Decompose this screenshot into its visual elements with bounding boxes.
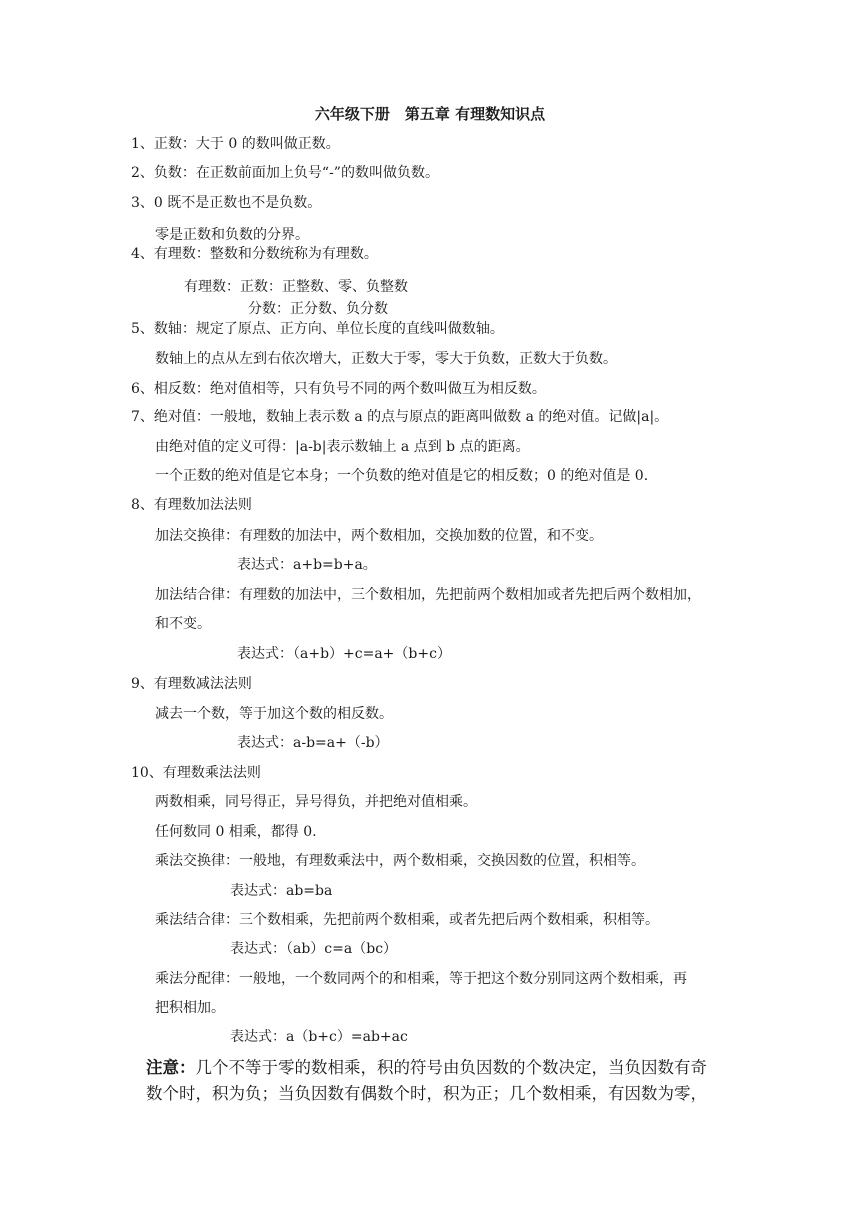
text-line: 由绝对值的定义可得：|a-b|表示数轴上 a 点到 b 点的距离。 [155,439,530,455]
text-line: 两数相乘，同号得正，异号得负，并把绝对值相乘。 [155,794,477,810]
note-label: 注意： [146,1058,196,1077]
document-title: 六年级下册 第五章 有理数知识点 [314,105,546,123]
text-line: 2、负数：在正数前面加上负号“-”的数叫做负数。 [131,165,439,181]
text-line: 表达式：（a+b）+c=a+（b+c） [237,646,451,662]
text-line: 6、相反数：绝对值相等，只有负号不同的两个数叫做互为相反数。 [131,381,546,397]
text-line: 10、有理数乘法法则 [131,765,261,781]
text-line: 表达式：ab=ba [230,883,333,899]
text-line: 零是正数和负数的分界。 [155,227,309,243]
text-line: 7、绝对值：一般地，数轴上表示数 a 的点与原点的距离叫做数 a 的绝对值。记做|a|。 [131,409,669,425]
note-text-1: 几个不等于零的数相乘，积的符号由负因数的个数决定，当负因数有奇 [195,1058,707,1077]
text-line: 加法结合律：有理数的加法中，三个数相加，先把前两个数相加或者先把后两个数相加， [155,587,701,603]
text-line: 1、正数：大于 0 的数叫做正数。 [131,136,340,152]
text-line: 数轴上的点从左到右依次增大，正数大于零，零大于负数，正数大于负数。 [155,351,617,367]
text-line: 乘法交换律：一般地，有理数乘法中，两个数相乘，交换因数的位置，积相等。 [155,853,645,869]
text-line: 把积相加。 [155,1000,225,1016]
text-line: 表达式：a（b+c）=ab+ac [230,1029,408,1045]
text-line: 任何数同 0 相乘，都得 0. [155,824,317,840]
text-line: 表达式：a-b=a+（-b） [237,735,389,751]
note-line-1 [146,1055,746,1081]
text-line: 5、数轴：规定了原点、正方向、单位长度的直线叫做数轴。 [131,321,504,337]
text-line: 和不变。 [155,616,211,632]
text-line: 9、有理数减法法则 [131,676,252,692]
text-line: 一个正数的绝对值是它本身；一个负数的绝对值是它的相反数；0 的绝对值是 0. [155,468,649,484]
note-text-2: 数个时，积为负；当负因数有偶数个时，积为正；几个数相乘，有因数为零， [146,1084,707,1103]
text-line: 有理数：正数：正整数、零、负整数 [184,279,408,295]
text-line: 分数：正分数、负分数 [248,301,388,317]
text-line: 8、有理数加法法则 [131,497,252,513]
text-line: 减去一个数，等于加这个数的相反数。 [155,706,393,722]
text-line: 3、0 既不是正数也不是负数。 [131,195,322,211]
text-line: 表达式：（ab）c=a（bc） [230,941,398,957]
note-line-2 [146,1081,746,1107]
text-line: 表达式：a+b=b+a。 [237,557,377,573]
text-line: 乘法分配律：一般地，一个数同两个的和相乘，等于把这个数分别同这两个数相乘，再 [155,971,687,987]
text-line: 加法交换律：有理数的加法中，两个数相加，交换加数的位置，和不变。 [155,528,603,544]
text-line: 4、有理数：整数和分数统称为有理数。 [131,246,378,262]
text-line: 乘法结合律：三个数相乘，先把前两个数相乘，或者先把后两个数相乘，积相等。 [155,912,659,928]
